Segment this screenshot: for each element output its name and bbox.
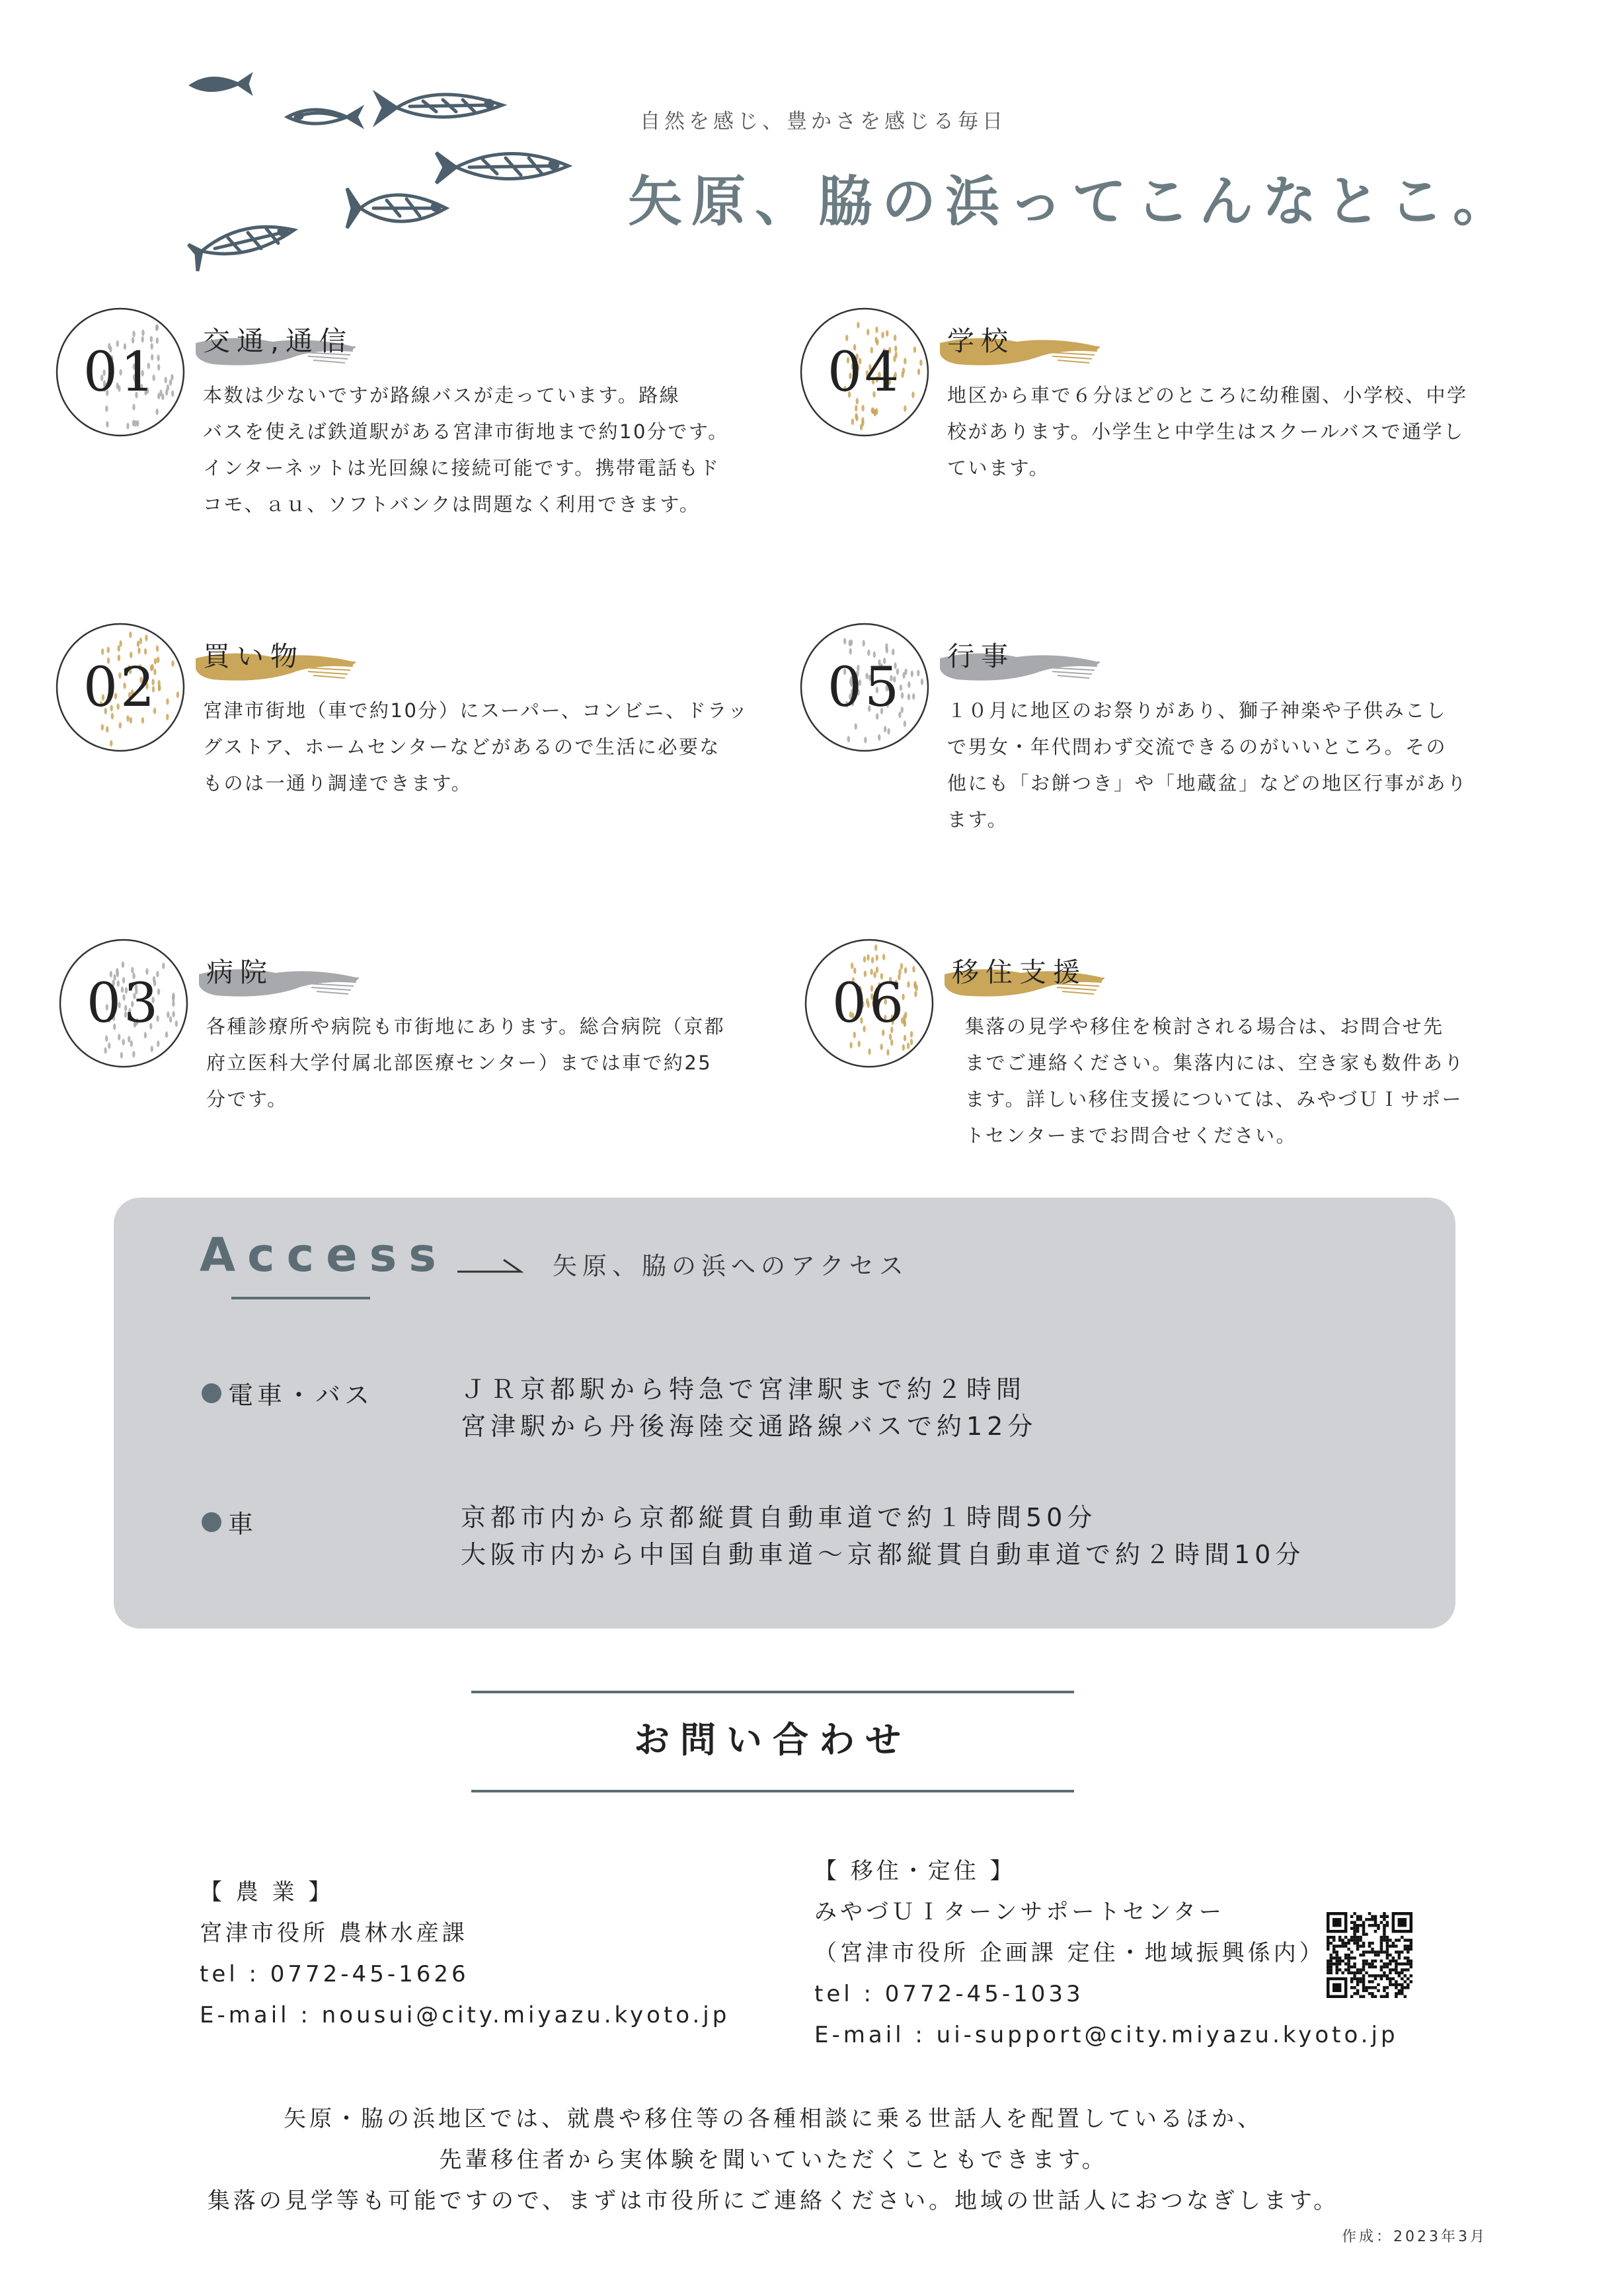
item-title: 病院 bbox=[206, 956, 274, 988]
fish-icon bbox=[192, 76, 250, 92]
item-number: 04 bbox=[827, 340, 902, 404]
feature-item bbox=[54, 621, 749, 899]
contact-email[interactable]: E-mail : ui-support@city.miyazu.kyoto.jp bbox=[814, 2022, 1399, 2048]
contact-org: みやづＵＩターンサポートセンター bbox=[814, 1899, 1225, 1925]
feature-item bbox=[798, 621, 1468, 899]
contact-org-sub: （宮津市役所 企画課 定住・地域振興係内） bbox=[814, 1940, 1325, 1966]
item-body: 各種診療所や病院も市街地にあります。総合病院（京都 府立医科大学付属北部医療センター）までは車で約25 分です。 bbox=[206, 1015, 726, 1110]
fish-icon bbox=[377, 95, 502, 122]
access-title-underline bbox=[231, 1297, 370, 1299]
feature-item bbox=[798, 306, 1468, 584]
fish-icon bbox=[436, 153, 568, 183]
item-number: 02 bbox=[83, 656, 158, 719]
bullet-icon bbox=[202, 1383, 221, 1403]
item-title: 買い物 bbox=[203, 640, 304, 672]
fish-icon bbox=[288, 109, 360, 125]
contact-tel[interactable]: tel : 0772-45-1033 bbox=[814, 1981, 1084, 2007]
item-body: 集落の見学や移住を検討される場合は、お問合せ先 までご連絡ください。集落内には、空き家も数件あり ます。詳しい移住支援については、みやづＵＩサポー トセンターまでお問合せください。 bbox=[965, 1015, 1465, 1147]
header-subtitle: 自然を感じ、豊かさを感じる毎日 bbox=[640, 110, 1007, 134]
contact-heading: 【 農 業 】 bbox=[200, 1879, 334, 1905]
item-title: 行事 bbox=[947, 640, 1015, 672]
item-body: 地区から車で６分ほどのところに幼稚園、小学校、中学 校があります。小学生と中学生はスクールバスで通学し ています。 bbox=[947, 384, 1468, 479]
item-number: 01 bbox=[83, 340, 158, 404]
fish-icon bbox=[347, 188, 446, 228]
contact-org: 宮津市役所 農林水産課 bbox=[200, 1920, 468, 1946]
feature-item bbox=[54, 306, 729, 584]
fish-illustration bbox=[178, 63, 588, 274]
feature-item bbox=[803, 937, 1465, 1215]
footer-note-line: 矢原・脇の浜地区では、就農や移住等の各種相談に乗る世話人を配置しているほか、 bbox=[284, 2106, 1263, 2132]
access-title: Access bbox=[200, 1228, 448, 1282]
footer-note-line: 先輩移住者から実体験を聞いていただくこともできます。 bbox=[439, 2147, 1108, 2173]
access-subtitle: 矢原、脇の浜へのアクセス bbox=[553, 1252, 909, 1280]
contact-tel[interactable]: tel : 0772-45-1626 bbox=[200, 1961, 469, 1987]
access-train-routes: ＪＲ京都駅から特急で宮津駅まで約２時間 宮津駅から丹後海陸交通路線バスで約12分 bbox=[461, 1375, 1038, 1441]
access-car-label: 車 bbox=[202, 1504, 257, 1540]
footer-note-line: 集落の見学等も可能ですので、まずは市役所にご連絡ください。地域の世話人におつなぎします。 bbox=[207, 2188, 1340, 2214]
item-body: 本数は少ないですが路線バスが走っています。路線 バスを使えば鉄道駅がある宮津市街地まで約10分です。 インターネットは光回線に接続可能です。携帯電話もド コモ、ａｕ、ソフトバンクは問題なく利用できます。 bbox=[203, 384, 729, 516]
fish-icon bbox=[188, 227, 294, 271]
item-title: 学校 bbox=[947, 325, 1015, 357]
item-body: １０月に地区のお祭りがあり、獅子神楽や子供みこし で男女・年代問わず交流できるのがいいところ。その 他にも「お餅つき」や「地蔵盆」などの地区行事があり ます。 bbox=[947, 699, 1468, 831]
item-title: 移住支援 bbox=[952, 956, 1087, 988]
arrow-right-icon bbox=[457, 1256, 523, 1276]
item-title: 交通,通信 bbox=[203, 325, 354, 357]
qr-code-icon[interactable] bbox=[1327, 1912, 1412, 1998]
contact-agri bbox=[200, 1872, 730, 2036]
bullet-icon bbox=[202, 1512, 221, 1532]
contact-heading: 【 移住・定住 】 bbox=[814, 1858, 1016, 1884]
divider bbox=[471, 1691, 1074, 1693]
access-train-label: 電車・バス bbox=[202, 1375, 373, 1411]
item-body: 宮津市街地（車で約10分）にスーパー、コンビニ、ドラッ グストア、ホームセンターなどがあるので生活に必要な ものは一通り調達できます。 bbox=[203, 699, 749, 794]
created-date: 作成：2023年3月 bbox=[1342, 2229, 1487, 2245]
item-number: 05 bbox=[827, 656, 902, 719]
feature-item bbox=[58, 937, 726, 1215]
page-title: 矢原、脇の浜ってこんなとこ。 bbox=[628, 171, 1517, 233]
contact-email[interactable]: E-mail : nousui@city.miyazu.kyoto.jp bbox=[200, 2002, 730, 2028]
item-number: 06 bbox=[831, 972, 907, 1035]
contact-title: お問い合わせ bbox=[634, 1719, 911, 1761]
access-car-routes: 京都市内から京都縦貫自動車道で約１時間50分 大阪市内から中国自動車道〜京都縦貫自動車道で約２時間10分 bbox=[461, 1503, 1305, 1569]
divider bbox=[471, 1790, 1074, 1792]
item-number: 03 bbox=[86, 972, 161, 1035]
contact-ijyu bbox=[814, 1851, 1399, 2056]
